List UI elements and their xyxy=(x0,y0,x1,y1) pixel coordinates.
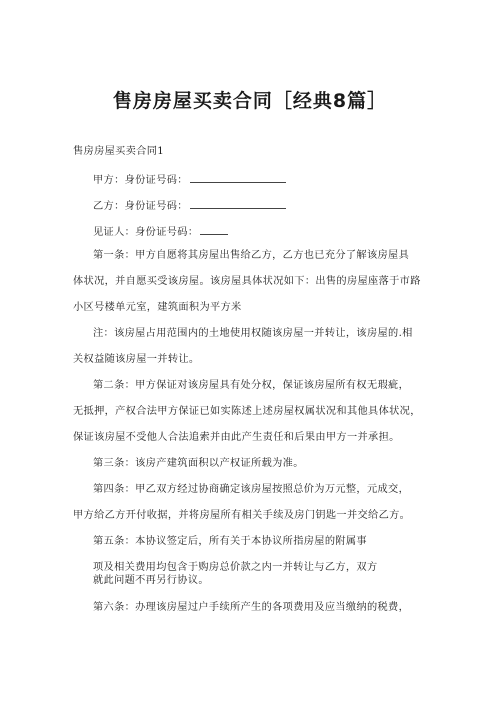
article-4-line-1: 第四条：甲乙双方经过协商确定该房屋按照总价为万元整，元成交， xyxy=(93,484,410,495)
article-1-line-1: 第一条：甲方自愿将其房屋出售给乙方，乙方也已充分了解该房屋具 xyxy=(93,250,410,261)
party-b-line xyxy=(93,198,286,213)
article-6-line-1: 第六条：办理该房屋过户手续所产生的各项费用及应当缴纳的税费， xyxy=(93,602,410,613)
document-title: 售房房屋买卖合同［经典8篇］ xyxy=(112,90,388,112)
witness-line xyxy=(93,224,228,239)
article-3-line: 第三条：该房产建筑面积以产权证所载为准。 xyxy=(93,458,304,469)
party-a-label: 甲方：身份证号码： xyxy=(93,175,188,186)
article-2-line-3: 保证该房屋不受他人合法追索并由此产生责任和后果由甲方一并承担。 xyxy=(73,432,400,443)
article-5-line-3: 就此问题不再另行协议。 xyxy=(93,575,209,586)
party-b-id-blank xyxy=(190,198,286,209)
party-b-label: 乙方：身份证号码： xyxy=(93,201,188,212)
article-5-line-1: 第五条：本协议签定后，所有关于本协议所指房屋的附属事 xyxy=(93,536,367,547)
party-a-id-blank xyxy=(190,172,286,183)
party-a-line xyxy=(93,172,286,187)
section-heading: 售房房屋买卖合同1 xyxy=(73,146,165,157)
note-line-2: 关权益随该房屋一并转让。 xyxy=(73,354,200,365)
article-4-line-2: 甲方给乙方开付收据，并将房屋所有相关手续及房门钥匙一并交给乙方。 xyxy=(73,510,411,521)
witness-label: 见证人：身份证号码： xyxy=(93,227,199,238)
article-5-line-2: 项及相关费用均包含于购房总价款之内一并转让与乙方，双方 xyxy=(93,562,378,573)
article-1-line-3: 小区号楼单元室，建筑面积为平方米 xyxy=(73,302,242,313)
article-2-line-2: 无抵押，产权合法甲方保证已如实陈述上述房屋权属状况和其他具体状况， xyxy=(73,406,421,417)
article-1-line-2: 体状况，并自愿买受该房屋。该房屋具体状况如下：出售的房屋座落于市路 xyxy=(73,276,421,287)
witness-id-blank xyxy=(200,224,228,235)
note-line-1: 注：该房屋占用范围内的土地使用权随该房屋一并转让，该房屋的.相 xyxy=(93,328,413,339)
article-2-line-1: 第二条：甲方保证对该房屋具有处分权，保证该房屋所有权无瑕疵， xyxy=(93,380,410,391)
